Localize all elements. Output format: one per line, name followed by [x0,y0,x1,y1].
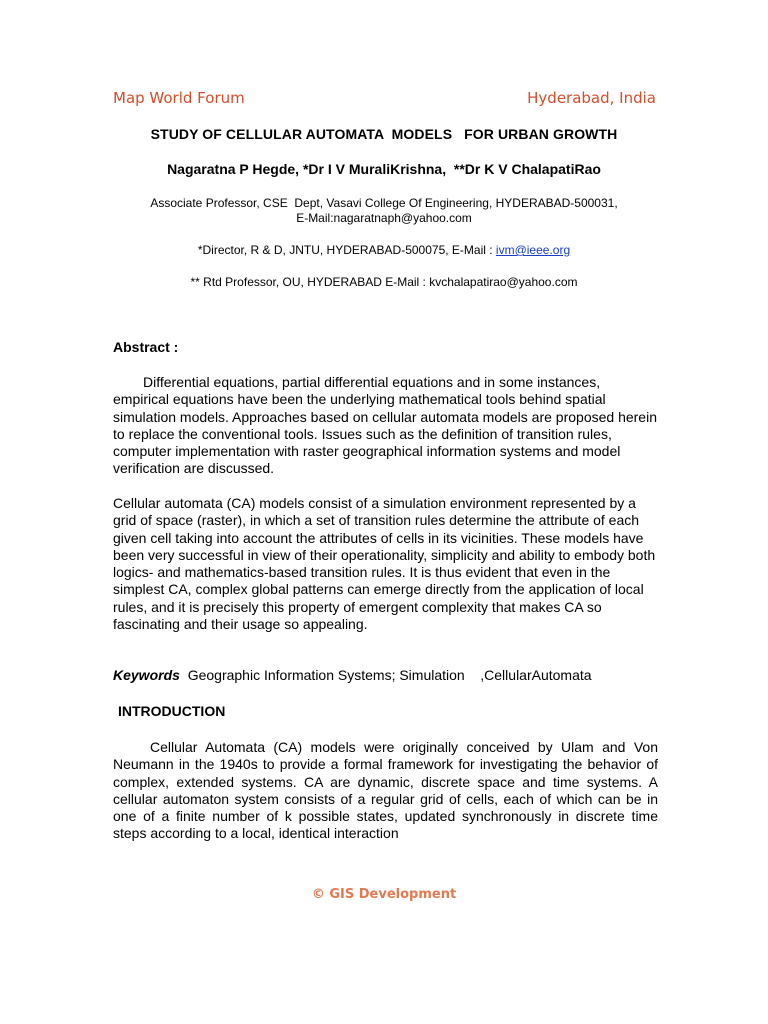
section-heading-introduction: INTRODUCTION [118,703,226,719]
keywords-label: Keywords [113,667,180,683]
paper-title: STUDY OF CELLULAR AUTOMATA MODELS FOR URBAN GROWTH [150,126,618,142]
keywords-line [113,667,658,683]
affiliation-2-text: *Director, R & D, JNTU, HYDERABAD-500075, E-Mail : [197,243,496,257]
running-header [113,89,656,107]
header-right: Hyderabad, India [527,89,656,107]
header-left: Map World Forum [113,89,245,107]
author-list: Nagaratna P Hegde, *Dr I V MuraliKrishna, **Dr K V ChalapatiRao [167,161,601,177]
email-link[interactable]: ivm@ieee.org [495,243,571,257]
footer-copyright: © GIS Development [311,887,457,902]
affiliation-1: Associate Professor, CSE Dept, Vasavi College Of Engineering, HYDERABAD-500031, [150,196,618,210]
affiliation-2 [0,243,768,258]
keywords-text: Geographic Information Systems; Simulation ,CellularAutomata [179,667,592,683]
introduction-paragraph-1: Cellular Automata (CA) models were originally conceived by Ulam and Von Neumann in the 1940s to provide a formal framework for investigating the behavior of complex, extended systems. CA are dynamic, discrete space and time systems. A cellular automaton system consists of a regular grid of cells, each of which can be in one of a finite number of k possible states, updated synchronously in discrete time steps according to a local, identical interaction [113,739,658,842]
abstract-heading: Abstract : [113,339,179,355]
affiliation-3: ** Rtd Professor, OU, HYDERABAD E-Mail : kvchalapatirao@yahoo.com [190,275,578,289]
abstract-paragraph-2: Cellular automata (CA) models consist of a simulation environment represented by a grid of space (raster), in which a set of transition rules determine the attribute of each given cell taking into account the attributes of cells in its vicinities. These models have been very successful in view of their operationality, simplicity and ability to embody both logics- and mathematics-based transition rules. It is thus evident that even in the simplest CA, complex global patterns can emerge directly from the application of local rules, and it is precisely this property of emergent complexity that makes CA so fascinating and their usage so appealing. [113,495,656,633]
affiliation-1-email: E-Mail:nagaratnaph@yahoo.com [296,211,472,225]
abstract-paragraph-1: Differential equations, partial differential equations and in some instances, empirical equations have been the underlying mathematical tools behind spatial simulation models. Approaches based on cellular automata models are proposed herein to replace the conventional tools. Issues such as the definition of transition rules, computer implementation with raster geographical information systems and model verification are discussed. [113,374,657,477]
